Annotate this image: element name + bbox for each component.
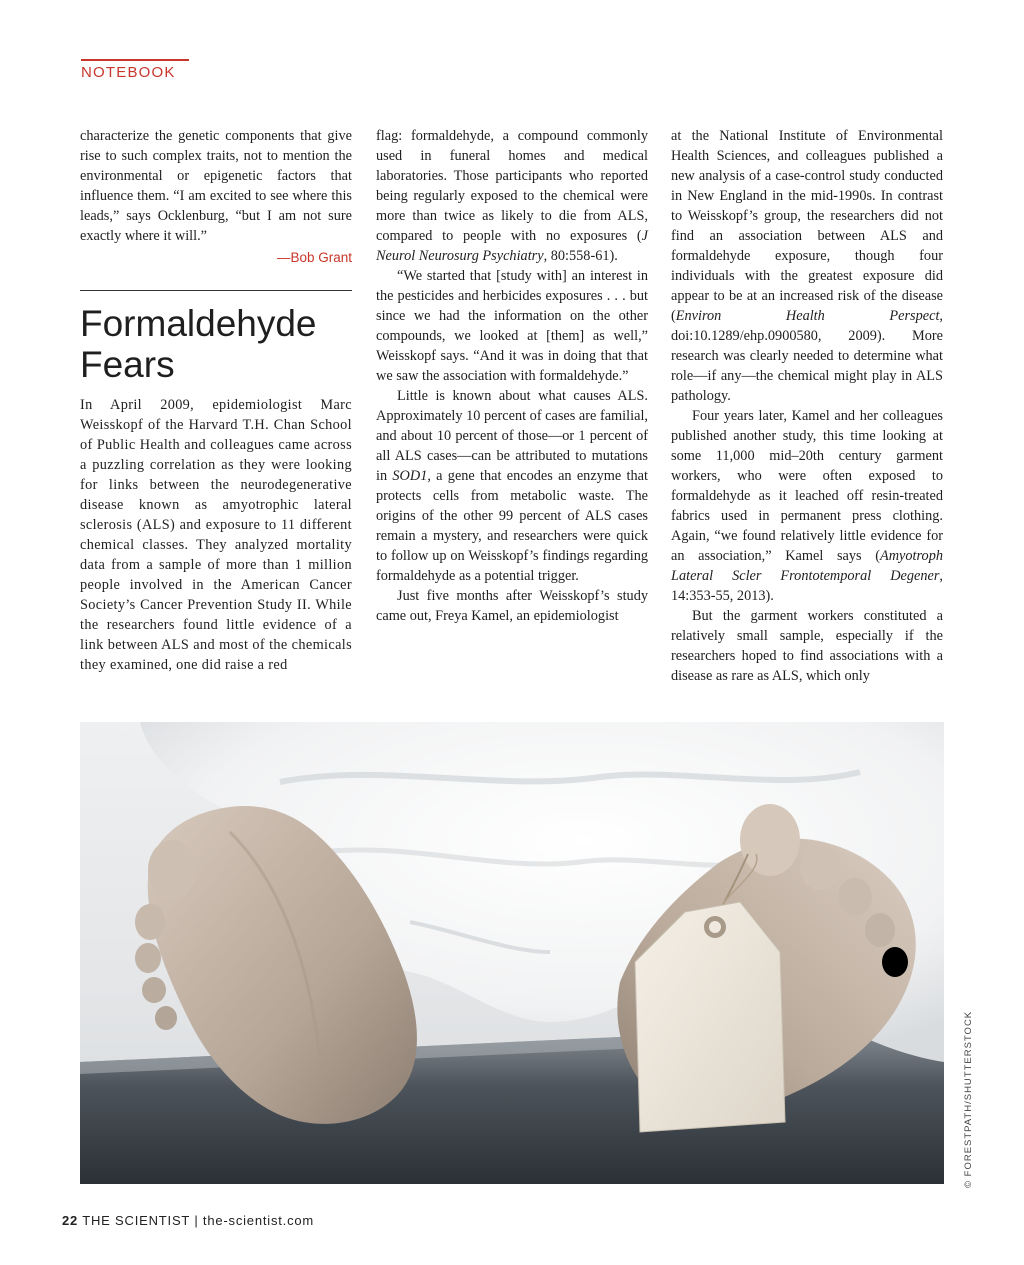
footer-text: THE SCIENTIST | the-scientist.com: [82, 1213, 315, 1228]
text-run: Little is known about what causes ALS. Approximately 10 percent of cases are familial, and about 10 percent of those—or 1 percent of all ALS cases—can be attributed to mutations in: [376, 388, 648, 484]
paragraph: [376, 126, 648, 266]
section-rule: [81, 59, 189, 61]
section-label: NOTEBOOK: [81, 64, 176, 81]
photo-credit: © FORESTPATH/SHUTTERSTOCK: [963, 1010, 974, 1188]
toe-tag-photo: [80, 722, 944, 1184]
text-run: , 14:353-55, 2013).: [671, 568, 943, 604]
citation: Environ Health Perspect: [675, 308, 940, 324]
paragraph: [671, 406, 943, 606]
paragraph: [671, 126, 943, 406]
article-headline: [80, 303, 352, 385]
page-footer: [62, 1213, 314, 1228]
citation: Amyotroph Lateral Scler Frontotemporal Degener: [671, 548, 943, 584]
headline-line-2: Fears: [80, 344, 175, 385]
article-divider: [80, 290, 352, 291]
text-run: , doi:10.1289/ehp.0900580, 2009). More research was clearly needed to determine what role—if any—the chemical might play in ALS pathology.: [671, 308, 943, 404]
page-number: 22: [62, 1213, 79, 1228]
gene-name: SOD1: [392, 468, 428, 484]
headline-line-1: Formaldehyde: [80, 303, 317, 344]
intro-paragraph: In April 2009, epidemiologist Marc Weisskopf of the Harvard T.H. Chan School of Public Health and colleagues came across a puzzling correlation as they were looking for links between the neurodegenerative disease known as amyotrophic lateral sclerosis (ALS) and exposure to 11 different chemical classes. They analyzed mortality data from a sample of more than 1 million people involved in the American Cancer Society’s Cancer Prevention Study II. While the researchers found little evidence of a link between ALS and most of the chemicals they examined, one did raise a red: [80, 397, 352, 673]
text-run: at the National Institute of Environmental Health Sciences, and colleagues published a new analysis of a case-control study conducted in New England in the mid-1990s. In contrast to Weisskopf’s group, the researchers did not find an association between ALS and formaldehyde exposure, though four individuals with the greatest exposure did appear to be at an increased risk of the disease (: [671, 128, 943, 324]
paragraph: [376, 386, 648, 586]
byline: —Bob Grant: [276, 250, 352, 265]
column-1: [80, 126, 352, 675]
paragraph: “We started that [study with] an interest in the pesticides and herbicides exposures . . . but since we had the information on the other compounds, we looked at [them] as well,” Weisskopf says. “And it was in doing that that we saw the association with formaldehyde.”: [376, 268, 648, 384]
text-run: flag: formaldehyde, a compound commonly used in funeral homes and medical laboratories. Those participants who reported being regularly exposed to the chemical were more than twice as likely to die from ALS, compared to people with no exposures (: [376, 128, 648, 244]
continued-paragraph: characterize the genetic components that give rise to such complex traits, not to mention the environmental or epigenetic factors that influence them. “I am excited to see where this leads,” says Ocklenburg, “but I am not sure exactly where it will.”: [80, 128, 352, 244]
paragraph: But the garment workers constituted a relatively small sample, especially if the researchers hoped to find associations with a disease as rare as ALS, which only: [671, 608, 943, 684]
column-2: [376, 126, 648, 626]
text-run: , 80:558-61).: [543, 248, 618, 264]
paragraph: Just five months after Weisskopf’s study came out, Freya Kamel, an epidemiologist: [376, 588, 648, 624]
photo-illustration: [80, 722, 944, 1184]
text-run: Four years later, Kamel and her colleagues published another study, this time looking at some 11,000 mid–20th century garment workers, who were often exposed to formaldehyde as it leached off resin-treated fabrics used in permanent press clothing. Again, “we found relatively little evidence for an association,” Kamel says (: [671, 408, 943, 564]
text-run: , a gene that encodes an enzyme that protects cells from metabolic waste. The origins of the other 99 percent of ALS cases remain a mystery, and researchers were quick to follow up on Weisskopf’s findings regarding formaldehyde as a potential trigger.: [376, 468, 648, 584]
citation: J Neurol Neurosurg Psychiatry: [376, 228, 648, 264]
column-3: [671, 126, 943, 686]
